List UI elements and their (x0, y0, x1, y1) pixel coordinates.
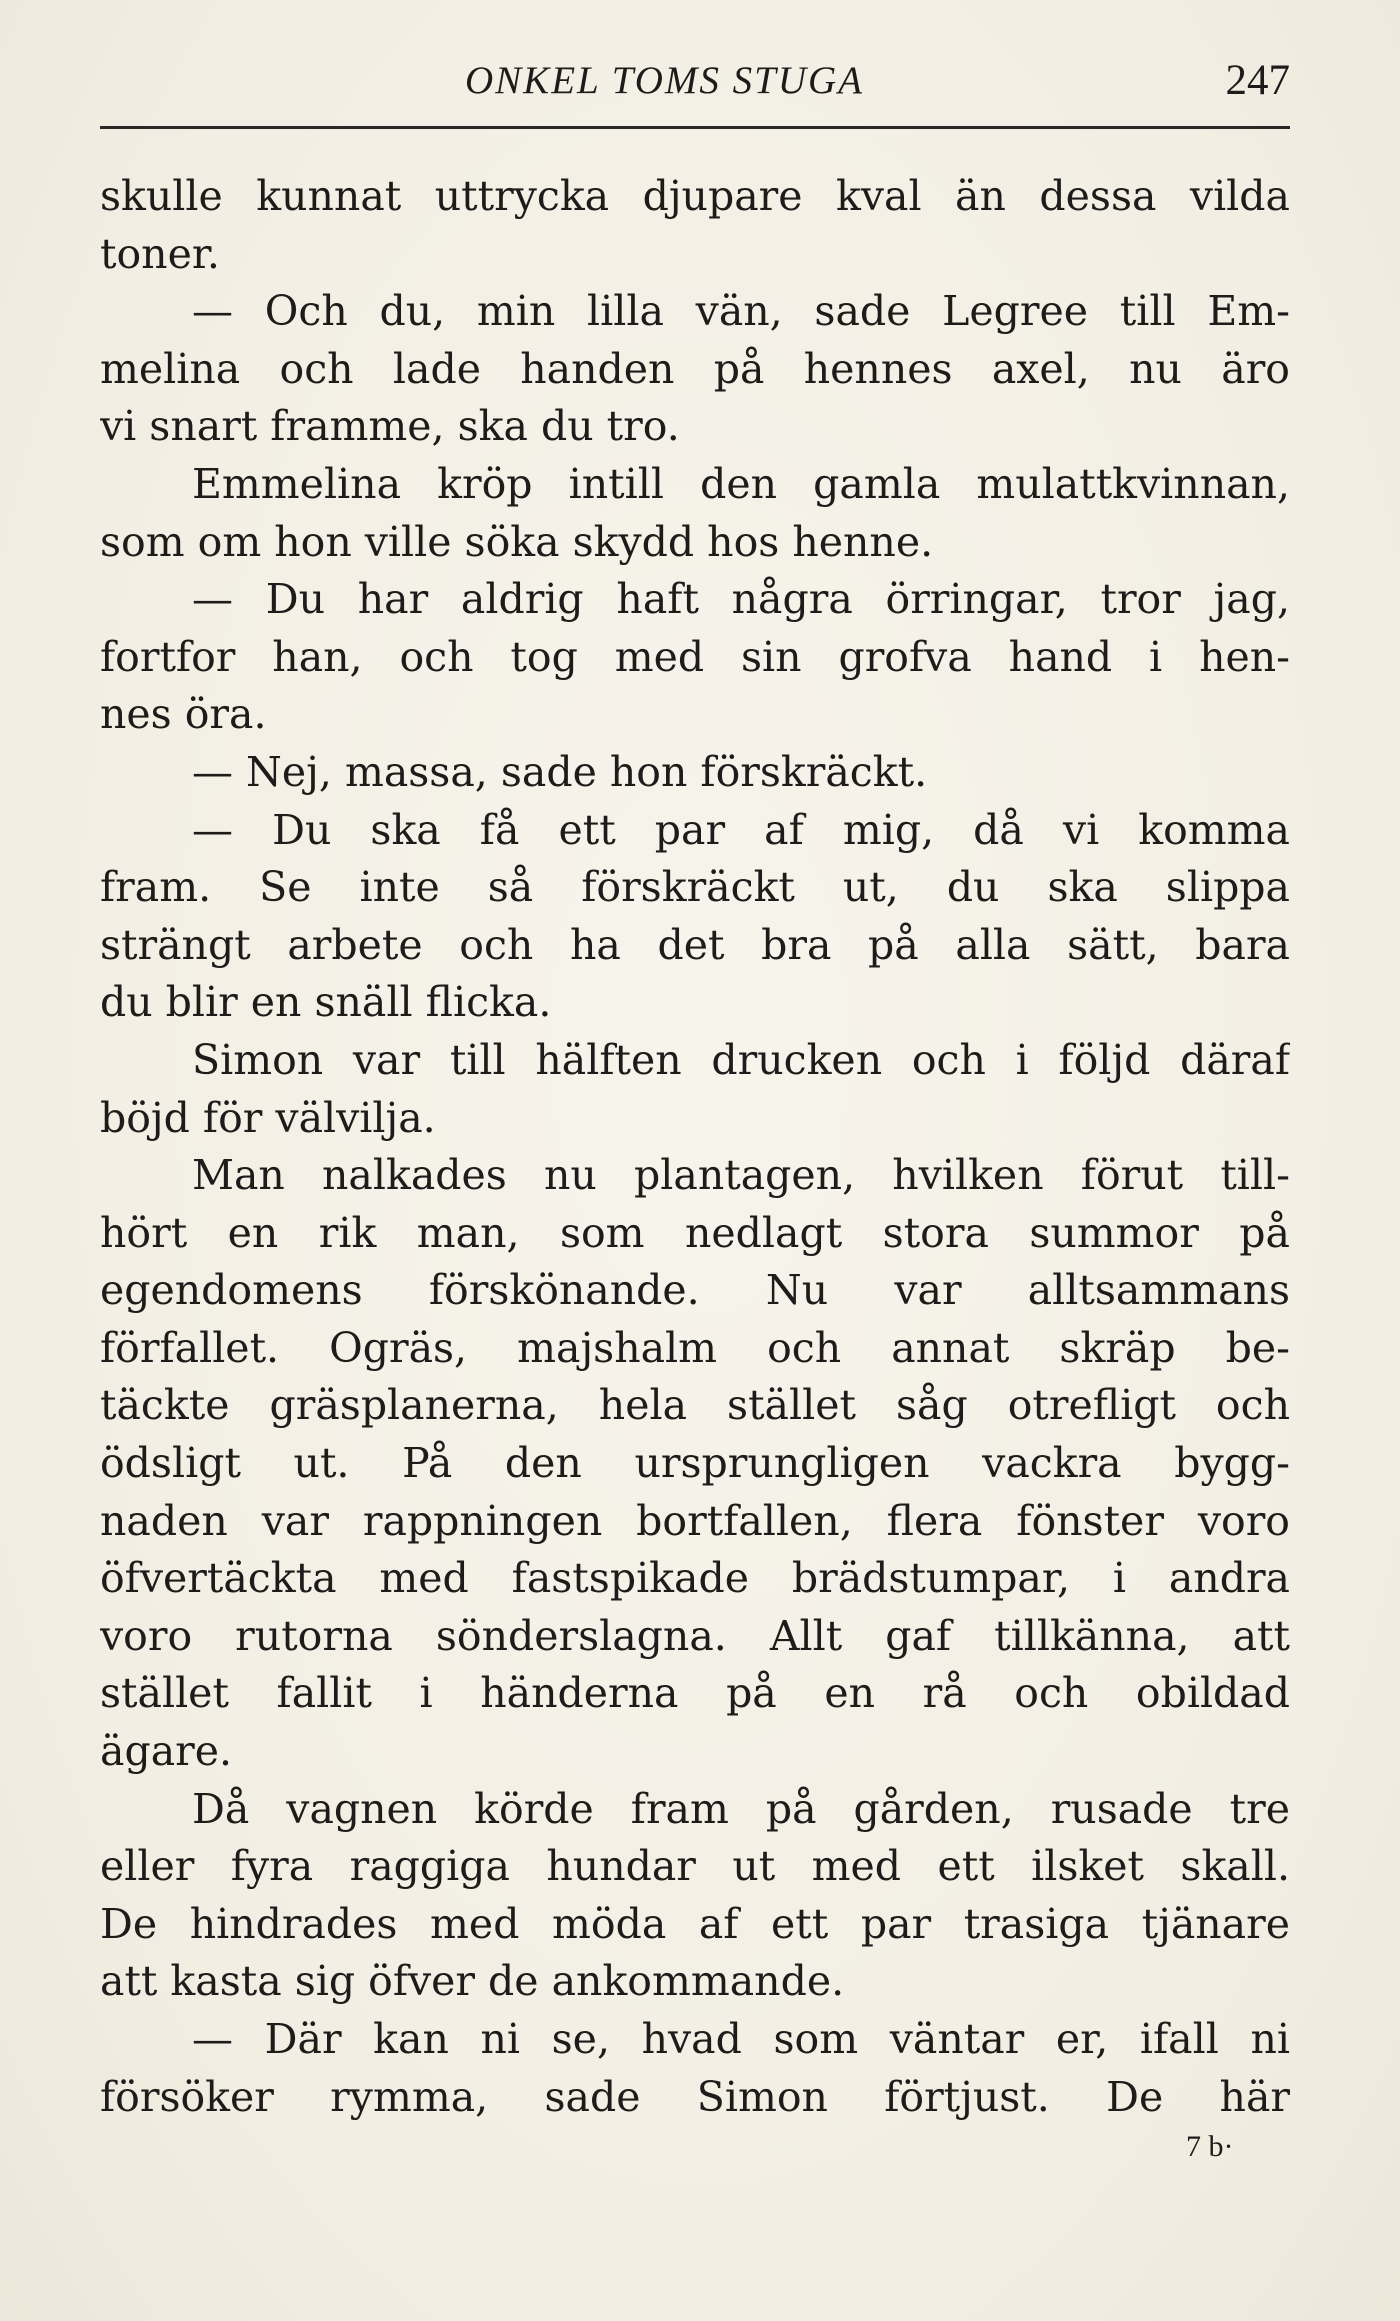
text-line: melina och lade handen på hennes axel, nu äro (100, 344, 1290, 393)
text-line: naden var rappningen bortfallen, flera fönster voro (100, 1496, 1290, 1545)
text-line: toner. (100, 229, 220, 278)
text-line: — Du ska få ett par af mig, då vi komma (192, 805, 1290, 854)
text-line: De hindrades med möda af ett par trasiga tjänare (100, 1899, 1290, 1948)
text-line: ödsligt ut. På den ursprungligen vackra bygg- (100, 1439, 1290, 1488)
text-line: du blir en snäll flicka. (100, 978, 552, 1027)
text-line: som om hon ville söka skydd hos henne. (100, 517, 934, 566)
text-line: Då vagnen körde fram på gården, rusade tre (192, 1784, 1290, 1833)
text-line: — Där kan ni se, hvad som väntar er, ifall ni (192, 2015, 1290, 2063)
signature-mark: 7 b· (1186, 2130, 1234, 2163)
page-header (100, 52, 1290, 112)
text-line: böjd för välvilja. (100, 1093, 436, 1142)
running-title: ONKEL TOMS STUGA (465, 59, 864, 102)
text-line: eller fyra raggiga hundar ut med ett ilsket skall. (100, 1842, 1290, 1891)
text-line: hört en rik man, som nedlagt stora summor på (100, 1208, 1290, 1257)
text-line: försöker rymma, sade Simon förtjust. De här (100, 2072, 1290, 2121)
text-line: att kasta sig öfver de ankommande. (100, 1957, 845, 2006)
text-line: ägare. (100, 1727, 233, 1776)
text-line: fram. Se inte så förskräckt ut, du ska slippa (100, 863, 1290, 912)
text-line: voro rutorna sönderslagna. Allt gaf tillkänna, att (100, 1611, 1290, 1660)
header-rule (100, 126, 1290, 129)
page-number: 247 (1225, 57, 1290, 104)
text-line: täckte gräsplanerna, hela stället såg otrefligt och (100, 1381, 1290, 1430)
text-line: — Nej, massa, sade hon förskräckt. (192, 747, 928, 796)
text-line: skulle kunnat uttrycka djupare kval än dessa vilda (100, 172, 1290, 220)
text-line: nes öra. (100, 690, 267, 739)
text-line: Simon var till hälften drucken och i följd däraf (192, 1035, 1290, 1084)
text-line: — Du har aldrig haft några örringar, tror jag, (192, 575, 1290, 624)
text-line: — Och du, min lilla vän, sade Legree till Em- (192, 287, 1290, 336)
body-text (100, 168, 1290, 2126)
text-line: förfallet. Ogräs, majshalm och annat skräp be- (100, 1323, 1290, 1372)
text-line: strängt arbete och ha det bra på alla sätt, bara (100, 920, 1290, 969)
text-line: öfvertäckta med fastspikade brädstumpar, i andra (100, 1554, 1290, 1603)
text-line: fortfor han, och tog med sin grofva hand i hen- (100, 632, 1290, 681)
text-line: egendomens förskönande. Nu var alltsammans (100, 1266, 1290, 1315)
text-line: stället fallit i händerna på en rå och obildad (100, 1669, 1290, 1718)
text-line: vi snart framme, ska du tro. (100, 402, 680, 451)
text-line: Emmelina kröp intill den gamla mulattkvinnan, (192, 459, 1290, 508)
text-line: Man nalkades nu plantagen, hvilken förut till- (192, 1151, 1290, 1200)
